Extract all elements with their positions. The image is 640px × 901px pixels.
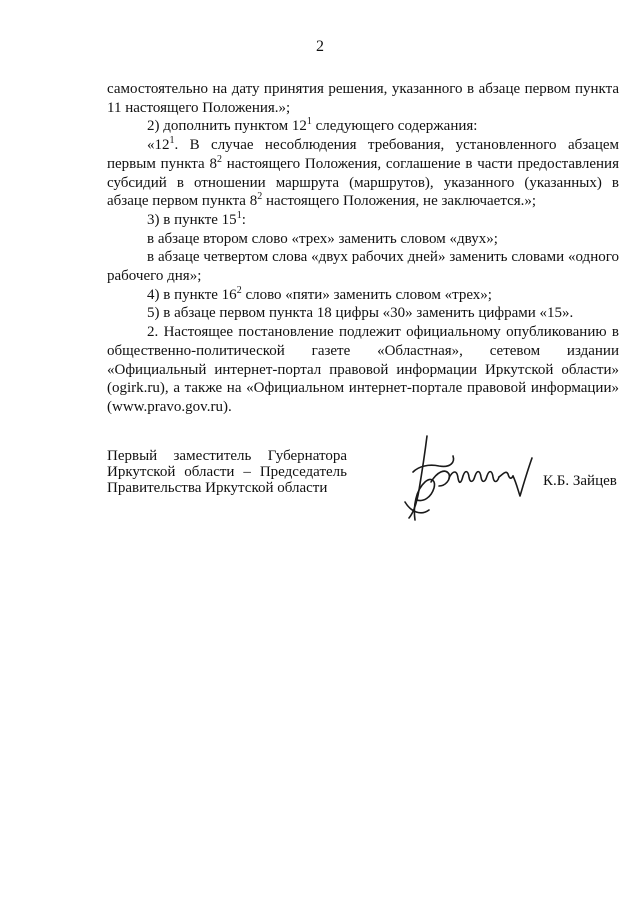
signatory-position-line: Иркутской области – Председатель — [107, 464, 347, 480]
handwritten-signature — [395, 432, 535, 532]
superscript-index: 2 — [216, 153, 222, 165]
signatory-position — [107, 448, 347, 496]
superscript-index: 1 — [236, 209, 242, 221]
superscript-index: 1 — [306, 116, 312, 128]
paragraph-7 — [107, 286, 619, 305]
signatory-position-line: Правительства Иркутской области — [107, 480, 328, 496]
paragraph-3 — [107, 136, 619, 211]
paragraph-5 — [107, 230, 619, 249]
paragraph-8 — [107, 304, 619, 323]
paragraph-text: 5) в абзаце первом пункта 18 цифры «30» заменить цифрами «15». — [147, 305, 574, 322]
paragraph-1 — [107, 80, 619, 117]
superscript-index: 2 — [257, 191, 263, 203]
paragraph-text: настоящего Положения, не заключается.»; — [262, 193, 537, 210]
paragraph-6 — [107, 248, 619, 285]
paragraph-text: 2. Настоящее постановление подлежит официальному опубликованию в общественно-политической газете «Областная», сетевом издании «Официальный интернет-портал правовой информации Иркутской области» (ogirk.ru), а также на «Официальном интернет-портале правовой информации» (www.pravo.gov.ru). — [107, 324, 619, 415]
superscript-index: 2 — [236, 284, 242, 296]
paragraph-text: в абзаце втором слово «трех» заменить словом «двух»; — [147, 230, 498, 247]
superscript-index: 1 — [169, 135, 175, 147]
paragraph-text: . В случае несоблюдения требования, установленного абзацем первым пункта 8 — [107, 137, 619, 172]
paragraph-text: самостоятельно на дату принятия решения, указанного в абзаце первом пункта 11 настоящего Положения.»; — [107, 81, 619, 116]
paragraph-4 — [107, 211, 619, 230]
paragraph-text: 2) дополнить пунктом 12 — [147, 118, 307, 135]
document-body — [107, 80, 619, 417]
paragraph-9 — [107, 323, 619, 417]
paragraph-text: «12 — [147, 137, 170, 154]
paragraph-text: 4) в пункте 16 — [147, 286, 237, 303]
paragraph-text: : — [241, 211, 246, 228]
paragraph-2 — [107, 117, 619, 136]
paragraph-text: слово «пяти» заменить словом «трех»; — [241, 286, 492, 303]
signatory-position-line: Первый заместитель Губернатора — [107, 448, 347, 464]
paragraph-text: настоящего Положения, соглашение в части предоставления субсидий в отношении маршрута (маршрутов), указанного (указанных) в абзаце первом пункта 8 — [107, 155, 619, 210]
signatory-name: К.Б. Зайцев — [543, 473, 617, 489]
page-number: 2 — [316, 38, 324, 55]
paragraph-text: в абзаце четвертом слова «двух рабочих дней» заменить словами «одного рабочего дня»; — [107, 249, 619, 285]
paragraph-text: 3) в пункте 15 — [147, 211, 237, 228]
paragraph-text: следующего содержания: — [311, 118, 478, 135]
